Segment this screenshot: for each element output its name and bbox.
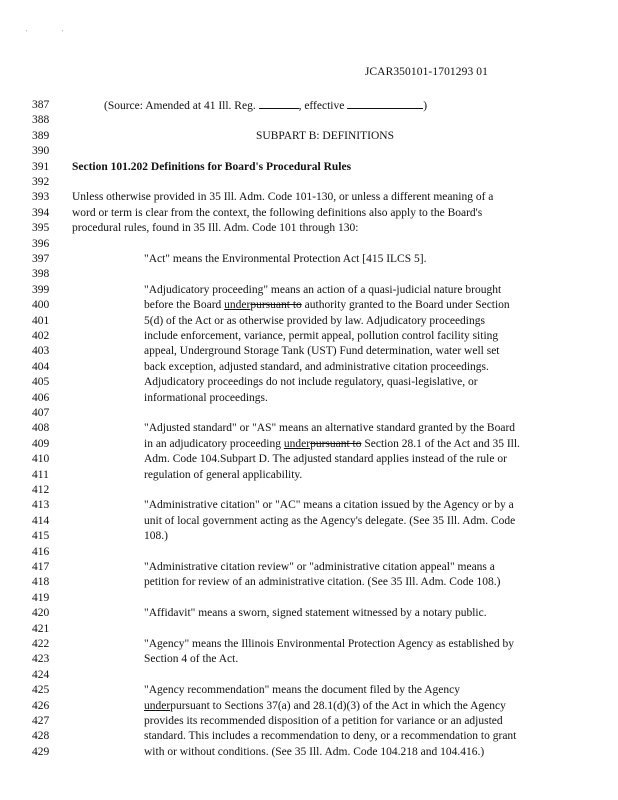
line-number: 393 bbox=[32, 191, 50, 204]
text-run: "Agency" means the Illinois Environmental Protection Agency as established by bbox=[144, 638, 514, 650]
text-run: informational proceedings. bbox=[144, 391, 268, 404]
document-line bbox=[0, 560, 618, 574]
fill-in-blank bbox=[347, 98, 423, 109]
text-run: petition for review of an administrative citation. (See 35 Ill. Adm. Code 108.) bbox=[144, 576, 501, 589]
line-text bbox=[144, 252, 426, 266]
line-number: 388 bbox=[32, 114, 50, 127]
document-line bbox=[0, 206, 618, 220]
line-number: 389 bbox=[32, 129, 50, 142]
line-number: 426 bbox=[32, 699, 50, 712]
document-line bbox=[0, 421, 618, 435]
text-run: 5(d) of the Act or as otherwise provided by law. Adjudicatory proceedings bbox=[144, 314, 485, 327]
inserted-text: under bbox=[144, 699, 171, 712]
document-line bbox=[0, 98, 618, 112]
line-number: 423 bbox=[32, 653, 50, 666]
line-text bbox=[144, 391, 268, 405]
text-run: 108.) bbox=[144, 530, 168, 543]
document-line bbox=[0, 622, 618, 636]
text-run: "Administrative citation review" or "administrative citation appeal" means a bbox=[144, 561, 495, 573]
line-number: 405 bbox=[32, 376, 50, 389]
line-text bbox=[144, 575, 500, 589]
document-line bbox=[0, 498, 618, 512]
line-number: 429 bbox=[32, 745, 50, 758]
line-number: 412 bbox=[32, 484, 50, 496]
inserted-text: under bbox=[283, 437, 311, 450]
document-line bbox=[0, 729, 618, 743]
document-line bbox=[0, 591, 618, 605]
text-run: include enforcement, variance, permit appeal, pollution control facility siting bbox=[144, 330, 499, 342]
text-run: Adjudicatory proceedings do not include regulatory, quasi-legislative, or bbox=[144, 376, 478, 389]
fill-in-blank bbox=[259, 98, 299, 109]
line-text bbox=[144, 714, 503, 728]
text-run: word or term is clear from the context, the following definitions also apply to the Board's bbox=[72, 206, 483, 219]
document-line bbox=[0, 683, 618, 697]
text-run: with or without conditions. (See 35 Ill. Adm. Code 104.218 and 104.416.) bbox=[144, 745, 485, 758]
line-number: 407 bbox=[32, 407, 50, 419]
document-line bbox=[0, 221, 618, 235]
document-line bbox=[0, 545, 618, 559]
text-run: , effective bbox=[298, 100, 348, 112]
document-line bbox=[0, 652, 618, 666]
document-line bbox=[0, 375, 618, 389]
text-run: "Administrative citation" or "AC" means a citation issued by the Agency or by a bbox=[144, 499, 514, 512]
line-number: 404 bbox=[32, 360, 50, 373]
line-number: 391 bbox=[32, 160, 50, 173]
document-line bbox=[0, 175, 618, 189]
document-line bbox=[0, 668, 618, 682]
line-number: 421 bbox=[32, 622, 50, 635]
line-text bbox=[144, 468, 302, 482]
document-line bbox=[0, 699, 618, 713]
line-text bbox=[144, 329, 498, 343]
line-text bbox=[144, 637, 514, 651]
text-run: standard. This includes a recommendation to deny, or a recommendation to grant bbox=[144, 730, 517, 743]
document-line bbox=[0, 637, 618, 651]
text-run: Unless otherwise provided in 35 Ill. Adm. Code 101-130, or unless a different meaning of a bbox=[72, 191, 494, 204]
line-number: 406 bbox=[32, 391, 50, 404]
document-line bbox=[0, 344, 618, 358]
document-line bbox=[0, 144, 618, 158]
scan-speck: ' bbox=[26, 30, 28, 36]
line-text bbox=[144, 452, 507, 466]
line-number: 418 bbox=[32, 576, 50, 589]
document-line bbox=[0, 267, 618, 281]
line-number: 408 bbox=[32, 422, 50, 435]
document-line bbox=[0, 452, 618, 466]
text-run: "Act" means the Environmental Protection Act [415 ILCS 5]. bbox=[144, 253, 427, 265]
line-text bbox=[144, 683, 460, 697]
document-line bbox=[0, 575, 618, 589]
line-number: 397 bbox=[32, 253, 50, 265]
text-run: (Source: Amended at 41 Ill. Reg. bbox=[104, 100, 259, 112]
inserted-text: under bbox=[224, 299, 251, 312]
text-run: Section 4 of the Act. bbox=[144, 653, 239, 666]
line-text bbox=[72, 206, 482, 220]
document-id: JCAR350101-1701293 01 bbox=[364, 66, 488, 78]
text-run: ) bbox=[423, 100, 428, 112]
document-line bbox=[0, 237, 618, 251]
document-line bbox=[0, 714, 618, 728]
line-number: 394 bbox=[32, 206, 50, 219]
text-run: "Adjusted standard" or "AS" means an alternative standard granted by the Board bbox=[144, 422, 516, 435]
line-number: 409 bbox=[32, 437, 50, 450]
line-text bbox=[144, 314, 485, 328]
line-number: 415 bbox=[32, 530, 50, 543]
line-number: 410 bbox=[32, 453, 50, 466]
line-number: 396 bbox=[32, 237, 50, 250]
text-run: back exception, adjusted standard, and administrative citation proceedings. bbox=[144, 360, 489, 373]
line-number: 419 bbox=[32, 591, 50, 604]
text-run: "Affidavit" means a sworn, signed statement witnessed by a notary public. bbox=[144, 607, 487, 620]
text-run: in an adjudicatory proceeding bbox=[144, 437, 284, 450]
line-number: 395 bbox=[32, 222, 50, 235]
line-text bbox=[144, 529, 168, 543]
line-text bbox=[72, 160, 351, 174]
line-text bbox=[144, 560, 495, 574]
line-number: 411 bbox=[32, 468, 49, 481]
line-number: 422 bbox=[32, 638, 50, 650]
line-text bbox=[60, 129, 590, 143]
text-run: before the Board bbox=[144, 299, 225, 312]
line-text bbox=[144, 498, 514, 512]
line-number: 425 bbox=[32, 684, 50, 697]
deleted-text: pursuant to bbox=[250, 299, 302, 312]
text-run: Section 28.1 of the Act and 35 Ill. bbox=[361, 437, 520, 450]
line-number: 390 bbox=[32, 145, 50, 158]
line-text bbox=[144, 298, 510, 312]
line-number: 424 bbox=[32, 668, 50, 681]
document-line bbox=[0, 298, 618, 312]
document-line bbox=[0, 483, 618, 497]
text-run: unit of local government acting as the Agency's delegate. (See 35 Ill. Adm. Code bbox=[144, 514, 516, 527]
line-number: 414 bbox=[32, 514, 50, 527]
deleted-text: pursuant to bbox=[310, 437, 362, 450]
line-text bbox=[72, 190, 493, 204]
line-text bbox=[144, 514, 515, 528]
document-line bbox=[0, 314, 618, 328]
document-line bbox=[0, 606, 618, 620]
text-run: authority granted to the Board under Section bbox=[301, 299, 510, 312]
line-text bbox=[144, 606, 487, 620]
document-line bbox=[0, 113, 618, 127]
line-text bbox=[144, 344, 500, 358]
line-number: 428 bbox=[32, 730, 50, 743]
line-text bbox=[144, 729, 516, 743]
text-run: provides its recommended disposition of a petition for variance or an adjusted bbox=[144, 715, 503, 727]
line-text bbox=[144, 437, 520, 451]
text-run: Section 101.202 Definitions for Board's Procedural Rules bbox=[72, 160, 352, 173]
document-line bbox=[0, 329, 618, 343]
line-number: 420 bbox=[32, 607, 50, 620]
line-number: 427 bbox=[32, 715, 50, 727]
document-line bbox=[0, 514, 618, 528]
line-text bbox=[144, 421, 515, 435]
document-line bbox=[0, 283, 618, 297]
text-run: pursuant to Sections 37(a) and 28.1(d)(3) of the Act in which the Agency bbox=[170, 699, 506, 712]
line-text bbox=[144, 652, 238, 666]
document-line bbox=[0, 360, 618, 374]
line-number: 399 bbox=[32, 283, 50, 296]
document-line bbox=[0, 190, 618, 204]
line-number: 401 bbox=[32, 314, 50, 327]
line-number: 403 bbox=[32, 345, 50, 358]
document-line bbox=[0, 252, 618, 266]
document-line bbox=[0, 160, 618, 174]
line-number: 387 bbox=[32, 99, 50, 111]
line-number: 392 bbox=[32, 176, 50, 188]
text-run: "Agency recommendation" means the document filed by the Agency bbox=[144, 684, 460, 697]
line-number: 398 bbox=[32, 268, 50, 281]
scan-speck: ' bbox=[62, 30, 64, 36]
line-text bbox=[72, 221, 359, 235]
document-line bbox=[0, 529, 618, 543]
text-run: Adm. Code 104.Subpart D. The adjusted standard applies instead of the rule or bbox=[144, 453, 507, 466]
text-run: appeal, Underground Storage Tank (UST) Fund determination, water well set bbox=[144, 345, 500, 358]
line-number: 413 bbox=[32, 499, 50, 512]
document-line bbox=[0, 437, 618, 451]
line-number: 402 bbox=[32, 330, 50, 342]
line-number: 416 bbox=[32, 545, 50, 558]
document-line bbox=[0, 129, 618, 143]
text-run: SUBPART B: DEFINITIONS bbox=[256, 129, 394, 142]
line-text bbox=[144, 745, 484, 759]
line-text bbox=[144, 283, 501, 297]
line-number: 417 bbox=[32, 561, 50, 573]
line-text bbox=[144, 699, 506, 713]
text-run: procedural rules, found in 35 Ill. Adm. Code 101 through 130: bbox=[72, 222, 359, 235]
document-line bbox=[0, 745, 618, 759]
text-run: "Adjudicatory proceeding" means an action of a quasi-judicial nature brought bbox=[144, 283, 502, 296]
line-text bbox=[104, 98, 427, 113]
text-run: regulation of general applicability. bbox=[144, 468, 303, 481]
line-text bbox=[144, 375, 478, 389]
document-line bbox=[0, 391, 618, 405]
document-line bbox=[0, 406, 618, 420]
line-number: 400 bbox=[32, 299, 50, 312]
document-line bbox=[0, 468, 618, 482]
line-text bbox=[144, 360, 489, 374]
